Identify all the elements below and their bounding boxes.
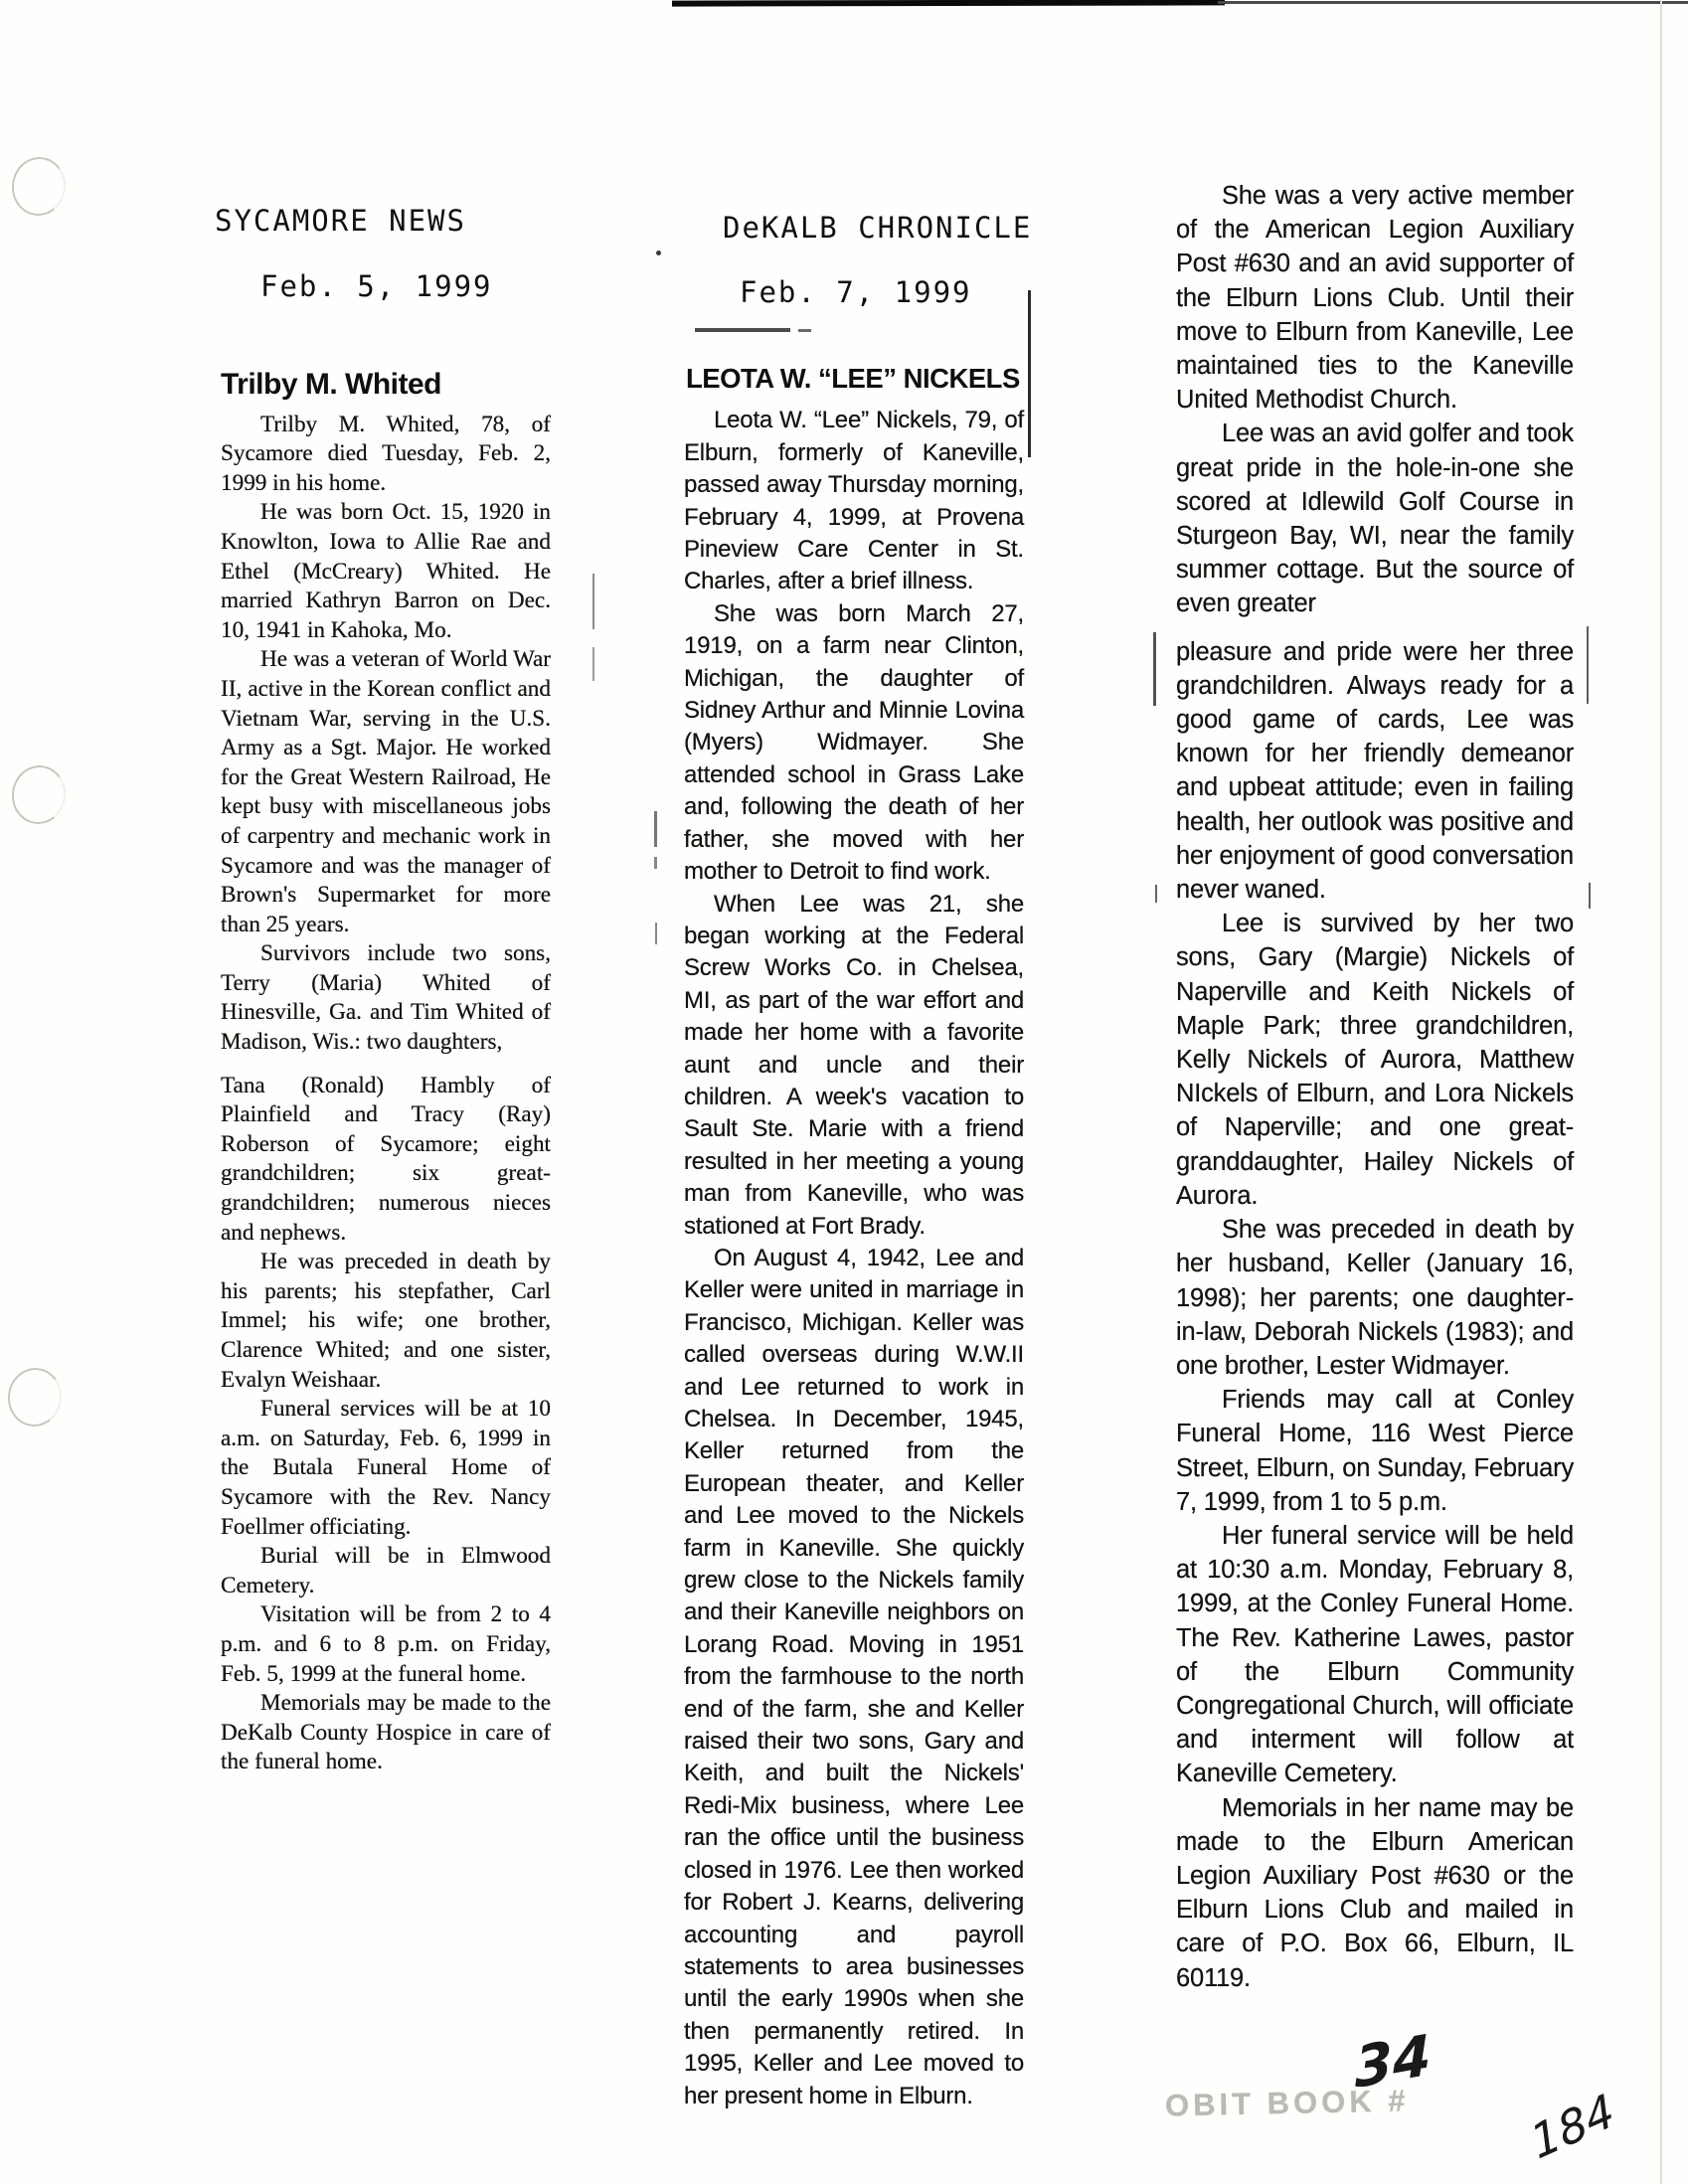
obituary-paragraph: Survivors include two sons, Terry (Maria) Whited of Hinesville, Ga. and Tim Whited of Madison, Wis.: two daughters,	[221, 940, 551, 1056]
obituary-paragraph: Tana (Ronald) Hambly of Plainfield and Tracy (Ray) Roberson of Sycamore; eight grandchildren; six great-grandchildren; numerous nieces and nephews.	[221, 1072, 551, 1246]
obituary-paragraph: Trilby M. Whited, 78, of Sycamore died Tuesday, Feb. 2, 1999 in his home.	[221, 411, 551, 496]
obituary-paragraph: He was a veteran of World War II, active in the Korean conflict and Vietnam War, serving in the U.S. Army as a Sgt. Major. He worked for the Great Western Railroad, He kept busy with miscellaneous jobs of carpentry and mechanic work in Sycamore and was the manager of Brown's Supermarket for more than 25 years.	[221, 646, 551, 937]
obituary-paragraph: Lee is survived by her two sons, Gary (Margie) Nickels of Naperville and Keith Nickels of Maple Park; three grandchildren, Kelly Nickels of Aurora, Matthew NIckels of Elburn, and Lora Nickels of Naperville; and one great-granddaughter, Hailey Nickels of Aurora.	[1176, 910, 1574, 1210]
hole-punch-mark-bottom	[4, 1365, 66, 1430]
page-number-handwritten: 184	[1524, 2083, 1621, 2170]
hole-punch-mark-middle	[8, 762, 70, 828]
obituary-paragraph: She was a very active member of the American Legion Auxiliary Post #630 and an avid supporter of the Elburn Lions Club. Until their move to Elburn from Kaneville, Lee maintained ties to the Kaneville United Methodist Church.	[1176, 182, 1574, 415]
top-edge-scan-line-thin	[1218, 1, 1688, 4]
obituary-paragraph: Memorials may be made to the DeKalb County Hospice in care of the funeral home.	[221, 1690, 551, 1775]
obit-book-stamp: OBIT BOOK #	[1164, 2083, 1410, 2123]
nickels-title: LEOTA W. “LEE” NICKELS	[686, 363, 1020, 394]
column-rule-mark	[1028, 290, 1031, 457]
header-underline-dash-short	[798, 329, 811, 332]
dekalb-chronicle-date: Feb. 7, 1999	[740, 275, 972, 309]
scan-speck	[656, 251, 661, 255]
top-edge-scan-line	[672, 0, 1225, 7]
column-separator-mark	[592, 647, 594, 681]
sycamore-news-date: Feb. 5, 1999	[260, 269, 493, 303]
whited-title: Trilby M. Whited	[221, 368, 441, 401]
column-separator-mark	[655, 923, 657, 944]
obituary-paragraph: Visitation will be from 2 to 4 p.m. and 6 to 8 p.m. on Friday, Feb. 5, 1999 at the funeral home.	[221, 1601, 551, 1687]
obituary-paragraph: pleasure and pride were her three grandchildren. Always ready for a good game of cards, Lee was known for her friendly demeanor and upbeat attitude; even in failing health, her outlook was positive and her enjoyment of good conversation never waned.	[1176, 637, 1574, 905]
column-separator-mark	[592, 574, 594, 629]
sycamore-news-header: SYCAMORE NEWS	[215, 204, 466, 238]
hole-punch-mark-top	[8, 154, 70, 220]
dekalb-chronicle-header: DeKALB CHRONICLE	[723, 211, 1033, 245]
obituary-paragraph: Leota W. “Lee” Nickels, 79, of Elburn, formerly of Kaneville, passed away Thursday morning, February 4, 1999, at Provena Pineview Care Center in St. Charles, after a brief illness.	[684, 407, 1024, 595]
obituary-paragraph: Funeral services will be at 10 a.m. on Saturday, Feb. 6, 1999 in the Butala Funeral Home of Sycamore with the Rev. Nancy Foellmer officiating.	[221, 1396, 551, 1540]
obituary-paragraph: He was preceded in death by his parents; his stepfather, Carl Immel; his wife; one brother, Clarence Whited; and one sister, Evalyn Weishaar.	[221, 1249, 551, 1393]
obituary-paragraph: Friends may call at Conley Funeral Home, 116 West Pierce Street, Elburn, on Sunday, February 7, 1999, from 1 to 5 p.m.	[1176, 1386, 1574, 1516]
nickels-obituary-column-b	[1176, 179, 1574, 1995]
column-separator-mark	[1589, 883, 1591, 909]
nickels-obituary-column-a	[684, 363, 1024, 2112]
obituary-paragraph: On August 4, 1942, Lee and Keller were united in marriage in Francisco, Michigan. Keller was called overseas during W.W.II and Lee returned to work in Chelsea. In December, 1945, Keller returned from the European theater, and Keller and Lee moved to the Nickels farm in Kaneville. She quickly grew close to the Nickels family and their Kaneville neighbors on Lorang Road. Moving in 1951 from the farmhouse to the north end of the farm, she and Keller raised their two sons, Gary and Keith, and built the Nickels' Redi-Mix business, where Lee ran the office until the business closed in 1976. Lee then worked for Robert J. Kearns, delivering accounting and payroll statements to area businesses until the early 1990s when she then permanently retired. In 1995, Keller and Lee moved to her present home in Elburn.	[684, 1244, 1024, 2109]
obituary-paragraph: Burial will be in Elmwood Cemetery.	[221, 1543, 551, 1598]
book-number-handwritten: 34	[1353, 2022, 1433, 2102]
obituary-paragraph: Memorials in her name may be made to the Elburn American Legion Auxiliary Post #630 or the Elburn Lions Club and mailed in care of P.O. Box 66, Elburn, IL 60119.	[1176, 1793, 1574, 1992]
obituary-paragraph: He was born Oct. 15, 1920 in Knowlton, Iowa to Allie Rae and Ethel (McCreary) Whited. He married Kathryn Barron on Dec. 10, 1941 in Kahoka, Mo.	[221, 499, 551, 643]
header-underline-dash	[695, 328, 790, 332]
page-right-edge	[1660, 0, 1662, 2184]
whited-obituary	[221, 370, 551, 1777]
obituary-paragraph: Lee was an avid golfer and took great pride in the hole-in-one she scored at Idlewild Golf Course in Sturgeon Bay, WI, near the family summer cottage. But the source of even greater	[1176, 420, 1574, 618]
obituary-paragraph: She was born March 27, 1919, on a farm near Clinton, Michigan, the daughter of Sidney Arthur and Minnie Lovina (Myers) Widmayer. She attended school in Grass Lake and, following the death of her father, she moved with her mother to Detroit to find work.	[684, 599, 1024, 886]
column-separator-mark	[654, 811, 657, 847]
column-separator-mark	[1153, 632, 1156, 706]
column-separator-mark	[654, 857, 657, 869]
obituary-paragraph: Her funeral service will be held at 10:30 a.m. Monday, February 8, 1999, at the Conley Funeral Home. The Rev. Katherine Lawes, pastor of the Elburn Community Congregational Church, will officiate and interment will follow at Kaneville Cemetery.	[1176, 1521, 1574, 1788]
obituary-paragraph: When Lee was 21, she began working at the Federal Screw Works Co. in Chelsea, MI, as part of the war effort and made her home with a favorite aunt and uncle and their children. A week's vacation to Sault Ste. Marie with a friend resulted in her meeting a young man from Kaneville, who was stationed at Fort Brady.	[684, 890, 1024, 1240]
column-separator-mark	[1155, 885, 1157, 903]
column-separator-mark	[1587, 626, 1589, 704]
obituary-paragraph: She was preceded in death by her husband, Keller (January 16, 1998); her parents; one daughter-in-law, Deborah Nickels (1983); and one brother, Lester Widmayer.	[1176, 1216, 1574, 1380]
